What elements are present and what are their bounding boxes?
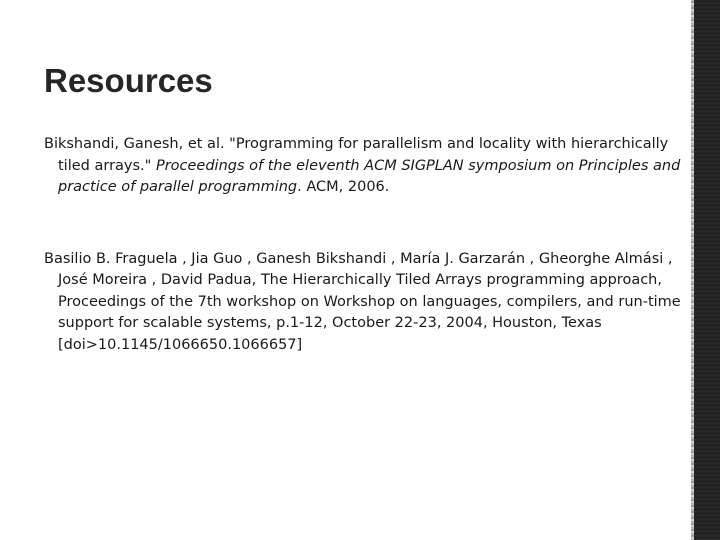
reference-tail: . ACM, 2006. bbox=[297, 179, 390, 195]
decorative-border bbox=[694, 0, 720, 540]
reference-list bbox=[44, 134, 684, 356]
reference-item bbox=[44, 134, 684, 199]
slide-title: Resources bbox=[44, 62, 213, 99]
reference-lead: Bikshandi, Ganesh, et al. "Programming for parallelism and locality with hierarchically tiled arrays." bbox=[44, 136, 669, 174]
reference-item: Basilio B. Fraguela , Jia Guo , Ganesh Bikshandi , María J. Garzarán , Gheorghe Almási , José Moreira , David Padua, The Hierarchically Tiled Arrays programming approach, Proceedings of the 7th workshop on Workshop on languages, compilers, and run-time support for scalable systems, p.1-12, October 22-23, 2004, Houston, Texas [doi>10.1145/1066650.1066657] bbox=[44, 250, 681, 353]
reference-venue: Proceedings of the eleventh ACM SIGPLAN symposium on Principles and practice of parallel programming bbox=[58, 157, 681, 195]
